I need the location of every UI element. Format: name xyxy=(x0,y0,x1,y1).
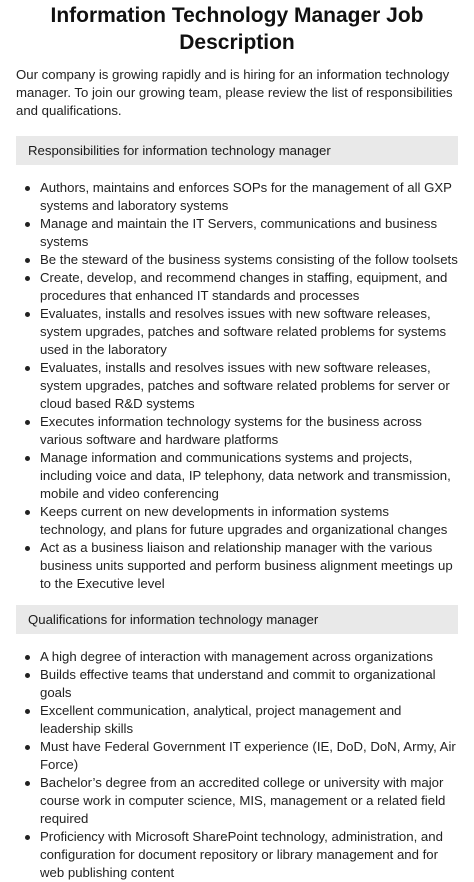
bullet-icon xyxy=(25,366,30,371)
bullet-icon xyxy=(25,745,30,750)
qualifications-list xyxy=(16,648,458,882)
intro-paragraph: Our company is growing rapidly and is hiring for an information technology manager. To join our growing team, please review the list of responsibilities and qualifications. xyxy=(16,67,453,118)
bullet-icon xyxy=(25,312,30,317)
qualifications-heading: Qualifications for information technology manager xyxy=(16,605,458,634)
bullet-icon xyxy=(25,456,30,461)
list-item-text: Evaluates, installs and resolves issues with new software releases, system upgrades, patches and software related problems for server or cloud based R&D systems xyxy=(40,360,450,411)
list-item-text: Create, develop, and recommend changes in staffing, equipment, and procedures that enhanced IT standards and processes xyxy=(40,270,448,303)
list-item xyxy=(40,305,458,359)
list-item xyxy=(40,269,458,305)
list-item-text: Keeps current on new developments in information systems technology, and plans for future upgrades and organizational changes xyxy=(40,504,448,537)
list-item xyxy=(40,828,458,882)
page-title: Information Technology Manager Job Description xyxy=(50,4,424,54)
list-item xyxy=(40,413,458,449)
bullet-icon xyxy=(25,655,30,660)
bullet-icon xyxy=(25,835,30,840)
bullet-icon xyxy=(25,781,30,786)
list-item-text: A high degree of interaction with management across organizations xyxy=(40,649,433,664)
list-item xyxy=(40,539,458,593)
list-item-text: Be the steward of the business systems consisting of the follow toolsets xyxy=(40,252,458,267)
list-item xyxy=(40,215,458,251)
list-item xyxy=(40,449,458,503)
list-item-text: Executes information technology systems for the business across various software and hardware platforms xyxy=(40,414,422,447)
list-item-text: Excellent communication, analytical, project management and leadership skills xyxy=(40,703,402,736)
list-item-text: Manage information and communications systems and projects, including voice and data, IP telephony, data network and transmission, mobile and video conferencing xyxy=(40,450,451,501)
bullet-icon xyxy=(25,258,30,263)
list-item xyxy=(40,666,458,702)
list-item-text: Act as a business liaison and relationship manager with the various business units supported and perform business alignment meetings up to the Executive level xyxy=(40,540,453,591)
list-item-text: Proficiency with Microsoft SharePoint technology, administration, and configuration for document repository or library management and for web publishing content xyxy=(40,829,443,880)
list-item xyxy=(40,179,458,215)
bullet-icon xyxy=(25,420,30,425)
list-item xyxy=(40,648,458,666)
list-item xyxy=(40,503,458,539)
bullet-icon xyxy=(25,186,30,191)
list-item xyxy=(40,702,458,738)
bullet-icon xyxy=(25,222,30,227)
list-item-text: Bachelor’s degree from an accredited college or university with major course work in computer science, MIS, management or a related field required xyxy=(40,775,446,826)
responsibilities-heading: Responsibilities for information technology manager xyxy=(16,136,458,165)
list-item xyxy=(40,359,458,413)
list-item-text: Builds effective teams that understand and commit to organizational goals xyxy=(40,667,436,700)
list-item-text: Must have Federal Government IT experience (IE, DoD, DoN, Army, Air Force) xyxy=(40,739,456,772)
list-item xyxy=(40,774,458,828)
responsibilities-list xyxy=(16,179,458,593)
bullet-icon xyxy=(25,709,30,714)
bullet-icon xyxy=(25,510,30,515)
bullet-icon xyxy=(25,276,30,281)
bullet-icon xyxy=(25,673,30,678)
list-item-text: Evaluates, installs and resolves issues with new software releases, system upgrades, patches and software related problems for systems used in the laboratory xyxy=(40,306,447,357)
list-item-text: Authors, maintains and enforces SOPs for the management of all GXP systems and laboratory systems xyxy=(40,180,452,213)
bullet-icon xyxy=(25,546,30,551)
list-item xyxy=(40,738,458,774)
list-item xyxy=(40,251,458,269)
list-item-text: Manage and maintain the IT Servers, communications and business systems xyxy=(40,216,438,249)
